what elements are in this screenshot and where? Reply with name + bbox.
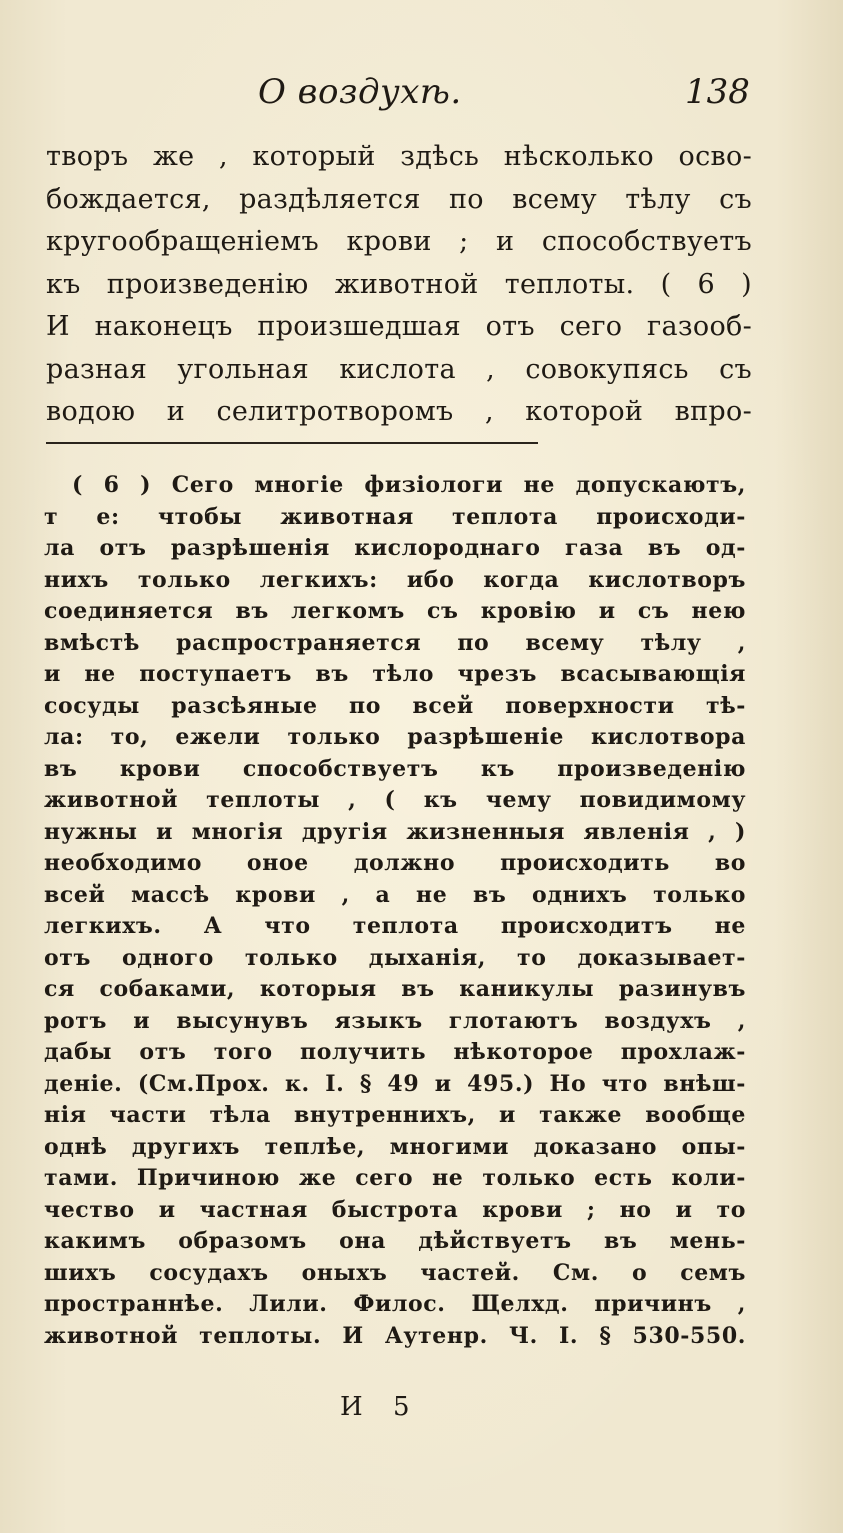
footnote-line: дабы отъ того получить нѣкоторое прохлаж- (44, 1039, 746, 1065)
footnote-line: однѣ другихъ теплѣе, многими доказано опы- (44, 1133, 746, 1160)
footnote-divider (46, 442, 538, 444)
footnote-line: какимъ образомъ она дѣйствуетъ въ мень- (44, 1228, 746, 1254)
footnote-line: ротъ и высунувъ языкъ глотаютъ воздухъ , (44, 1007, 746, 1034)
footnote-line: деніе. (См.Прох. к. I. § 49 и 495.) Но что внѣш- (44, 1070, 746, 1097)
footnote-line: легкихъ. А что теплота происходитъ не (44, 913, 746, 939)
footnote-line: и не поступаетъ въ тѣло чрезъ всасывающія (44, 661, 746, 687)
footnote (44, 470, 746, 1352)
footnote-line: необходимо оное должно происходить во (44, 850, 746, 876)
footnote-line: въ крови способствуетъ къ произведенію (44, 755, 746, 782)
running-title: О воздухѣ. (258, 72, 462, 112)
page-number: 138 (685, 72, 750, 112)
signature-mark: И 5 (340, 1392, 410, 1422)
footnote-line: животной теплоты , ( къ чему повидимому (44, 787, 746, 813)
footnote-line: ( 6 ) Сего многіе физіологи не допускаютъ, (72, 472, 746, 498)
running-head (0, 72, 843, 122)
main-text (46, 136, 752, 434)
footnote-line: чество и частная быстрота крови ; но и то (44, 1196, 746, 1223)
footnote-line: т е: чтобы животная теплота происходи- (44, 503, 746, 530)
footnote-line: ла: то, ежели только разрѣшеніе кислотвора (44, 724, 746, 750)
text-line: кругообращеніемъ крови ; и способствуетъ (46, 226, 752, 257)
footnote-line: сосуды разсѣяные по всей поверхности тѣ- (44, 692, 746, 719)
footnote-line: ся собаками, которыя въ каникулы разинувъ (44, 976, 746, 1002)
footnote-line: тами. Причиною же сего не только есть коли- (44, 1165, 746, 1191)
footnote-line: соединяется въ легкомъ съ кровію и съ нею (44, 598, 746, 624)
footnote-line: отъ одного только дыханія, то доказывает- (44, 944, 746, 971)
footnote-line: нихъ только легкихъ: ибо когда кислотворъ (44, 566, 746, 593)
text-line: творъ же , который здѣсь нѣсколько осво- (46, 141, 752, 172)
footnote-line: шихъ сосудахъ оныхъ частей. См. о семъ (44, 1259, 746, 1286)
text-line: разная угольная кислота , совокупясь съ (46, 353, 752, 385)
text-line: къ произведенію животной теплоты. ( 6 ) (46, 268, 752, 300)
footnote-line: пространнѣе. Лили. Филос. Щелхд. причинъ , (44, 1291, 746, 1317)
footnote-line: ла отъ разрѣшенія кислороднаго газа въ од- (44, 535, 746, 561)
footnote-line: вмѣстѣ распространяется по всему тѣлу , (44, 629, 746, 656)
footnote-line: животной теплоты. И Аутенр. Ч. I. § 530-550. (44, 1322, 746, 1349)
footnote-line: нія части тѣла внутреннихъ, и также вообще (44, 1102, 746, 1128)
text-line: бождается, раздѣляется по всему тѣлу съ (46, 183, 752, 215)
text-line: водою и селитротворомъ , которой впро- (46, 396, 752, 427)
footnote-line: всей массѣ крови , а не въ однихъ только (44, 881, 746, 908)
footnote-line: нужны и многія другія жизненныя явленія , ) (44, 818, 746, 845)
text-line: И наконецъ произшедшая отъ сего газооб- (46, 311, 752, 342)
